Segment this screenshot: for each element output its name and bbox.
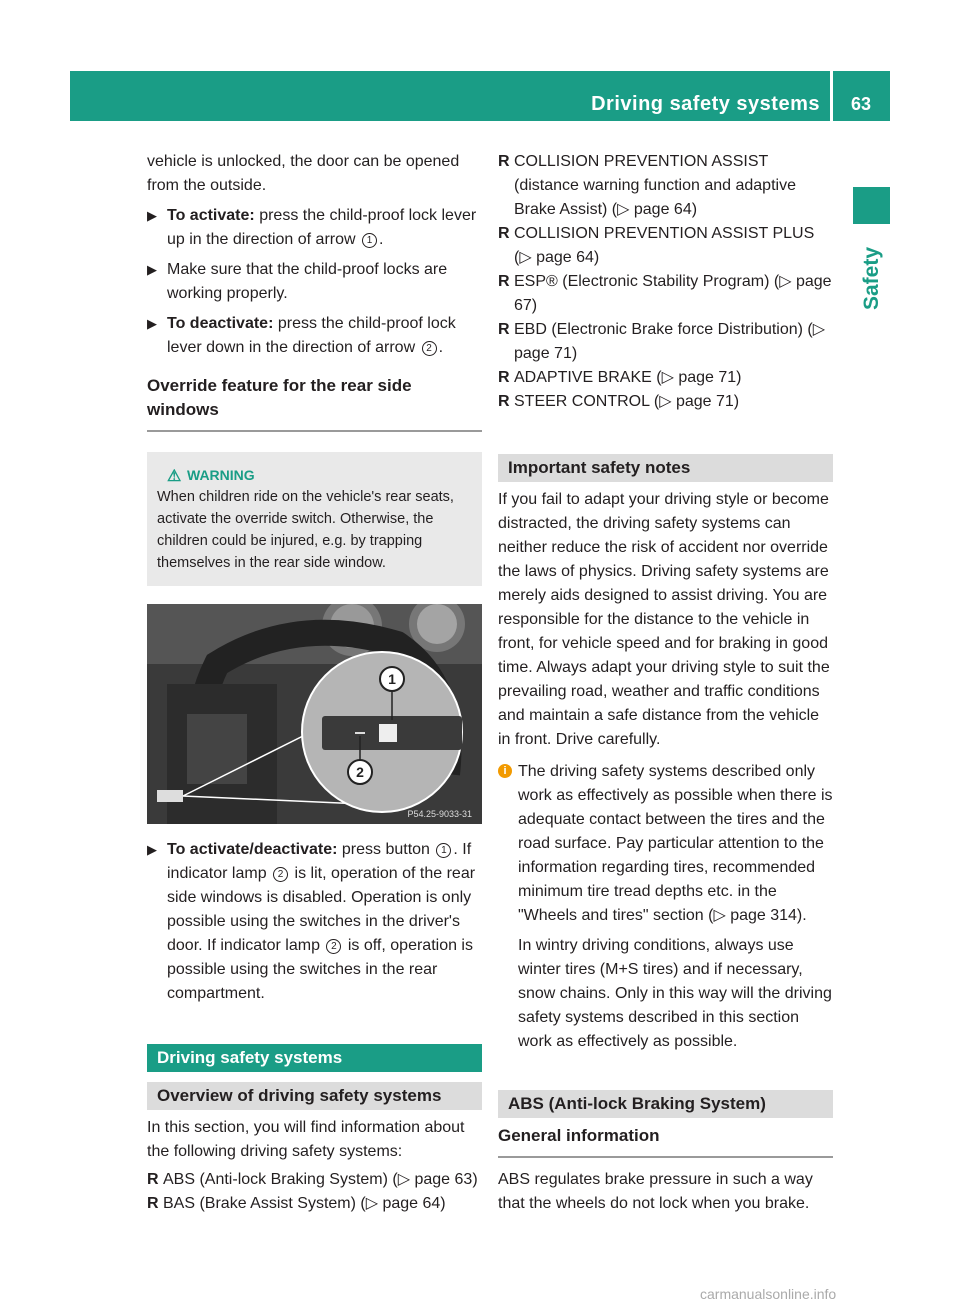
list-item: R COLLISION PREVENTION ASSIST PLUS (▷ page 64): [498, 225, 815, 266]
warning-text: When children ride on the vehicle's rear seats, activate the override switch. Otherwise, the children could be injured, e.g. by trapping themselves in the rear side window.: [157, 489, 454, 571]
overview-heading: Overview of driving safety systems: [147, 1082, 482, 1110]
safety-notes-heading: Important safety notes: [498, 454, 833, 482]
warning-title: [157, 464, 472, 486]
steering-wheel-illustration: [147, 604, 482, 824]
watermark: carmanualsonline.info: [700, 1286, 837, 1302]
list-item: R COLLISION PREVENTION ASSIST (distance warning function and adaptive Brake Assist) (▷ page 64): [498, 153, 796, 218]
step-activate-deactivate: ▶ To activate/deactivate: press button 1 . If indicator lamp 2 is lit, operation of the rear side windows is disabled. Operation is only possible using the switches in the driver's door. If indicator lamp 2 is off, operation is possible using the switches in the rear compartment.: [147, 838, 482, 1006]
callout-1-icon: 1: [362, 233, 377, 248]
step-arrow-icon: ▶: [147, 262, 157, 277]
general-info-heading: General information: [498, 1124, 833, 1158]
step-arrow-icon: ▶: [147, 316, 157, 331]
callout-1-icon: 1: [436, 843, 451, 858]
list-item: R STEER CONTROL (▷ page 71): [498, 393, 740, 410]
running-header-title: Driving safety systems: [591, 93, 820, 115]
list-item: R ADAPTIVE BRAKE (▷ page 71): [498, 369, 742, 386]
step-activate: ▶ To activate: press the child-proof lock lever up in the direction of arrow 1 .: [147, 204, 482, 252]
override-heading: Override feature for the rear side windows: [147, 374, 482, 432]
step-check-text: Make sure that the child-proof locks are working properly.: [167, 261, 448, 302]
warning-triangle-icon: ⚠: [167, 468, 182, 485]
step-deactivate-label: To deactivate:: [167, 315, 274, 332]
overview-text: In this section, you will find information about the following driving safety systems:: [147, 1119, 465, 1160]
systems-list-right: [498, 150, 833, 414]
list-item: R EBD (Electronic Brake force Distribution) (▷ page 71): [498, 321, 826, 362]
step-activate-label: To activate:: [167, 207, 255, 224]
list-item: R ESP® (Electronic Stability Program) (▷ page 67): [498, 273, 832, 314]
section-heading: Driving safety systems: [147, 1044, 482, 1072]
step-toggle-text-d: is off, operation is possible using the switches in the rear compartment.: [167, 937, 473, 1002]
right-column: [498, 150, 833, 1216]
info-note: [498, 760, 833, 1054]
list-item: R BAS (Brake Assist System) (▷ page 64): [147, 1195, 446, 1212]
svg-text:2: 2: [356, 764, 364, 780]
step-check: [147, 258, 482, 306]
safety-notes-text: If you fail to adapt your driving style or become distracted, the driving safety systems can neither reduce the risk of accident nor override the laws of physics. Driving safety systems are merely aids designed to assist driving. You are responsible for the distance to the vehicle in front, for vehicle speed and for braking in good time. Always adapt your driving style to suit the prevailing road, weather and traffic conditions and maintain a safe distance from the vehicle in front. Drive carefully.: [498, 491, 830, 748]
chapter-tab-block: [853, 187, 890, 224]
step-toggle-text-b: If indicator lamp: [167, 841, 472, 882]
info-icon: i: [498, 764, 512, 778]
step-toggle-text-c: is lit, operation of the rear side windows is disabled. Operation is only possible using the switches in the driver's door. If indicator lamp: [167, 865, 476, 954]
step-activate-text: press the child-proof lock lever up in the direction of arrow: [167, 207, 477, 248]
steering-wheel-figure: [147, 604, 482, 824]
step-deactivate-text: press the child-proof lock lever down in the direction of arrow: [167, 315, 456, 356]
callout-2-icon: 2: [273, 867, 288, 882]
info-text-1: The driving safety systems described only work as effectively as possible when there is adequate contact between the tires and the road surface. Pay particular attention to the information regarding tires, recommended minimum tire tread depths etc. in the "Wheels and tires" section (▷ page 314).: [518, 763, 833, 924]
step-arrow-icon: ▶: [147, 842, 157, 857]
svg-text:1: 1: [388, 671, 396, 687]
warning-box: [147, 452, 482, 586]
step-arrow-icon: ▶: [147, 208, 157, 223]
abs-heading: ABS (Anti-lock Braking System): [498, 1090, 833, 1118]
warning-title-text: WARNING: [187, 467, 255, 483]
general-info-text: ABS regulates brake pressure in such a way that the wheels do not lock when you brake.: [498, 1171, 813, 1212]
callout-2-icon: 2: [326, 939, 341, 954]
step-toggle-label: To activate/deactivate:: [167, 841, 338, 858]
callout-2-icon: 2: [422, 341, 437, 356]
chapter-tab-label: Safety: [860, 246, 883, 310]
left-column: [147, 150, 482, 1216]
list-item: R ABS (Anti-lock Braking System) (▷ page 63): [147, 1171, 478, 1188]
step-deactivate: ▶ To deactivate: press the child-proof lock lever down in the direction of arrow 2 .: [147, 312, 482, 360]
step-toggle-text-a: press button: [341, 841, 430, 858]
info-text-2: In wintry driving conditions, always use winter tires (M+S tires) and if necessary, snow chains. Only in this way will the driving safety systems described in this section work as effectively as possible.: [518, 937, 832, 1050]
page-number: 63: [850, 94, 872, 114]
systems-list-left: [147, 1168, 482, 1216]
header-separator: [830, 71, 833, 121]
intro-paragraph: vehicle is unlocked, the door can be opened from the outside.: [147, 153, 460, 194]
figure-code: P54.25-9033-31: [407, 809, 472, 819]
